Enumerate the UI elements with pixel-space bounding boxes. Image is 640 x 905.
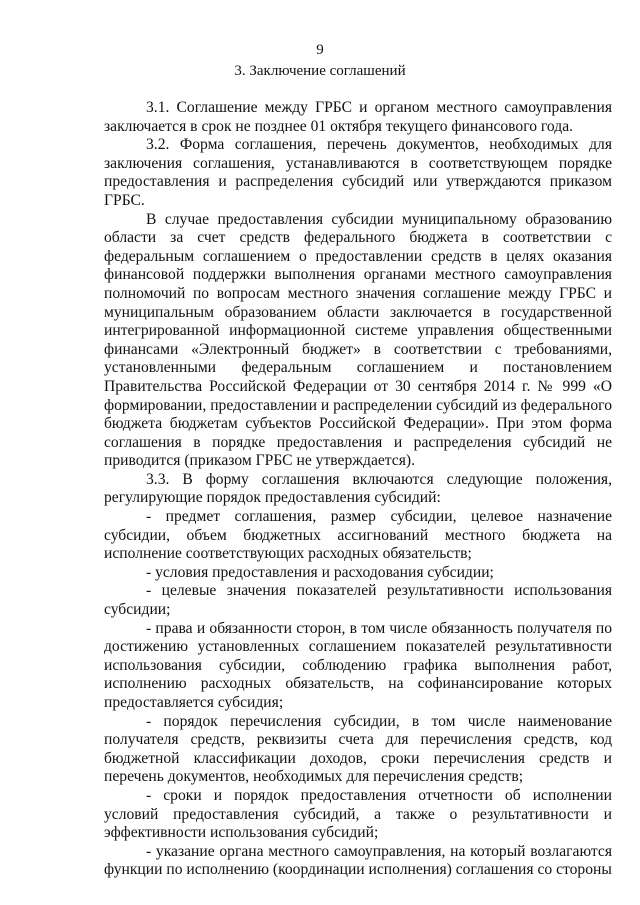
- paragraph-3-1: 3.1. Соглашение между ГРБС и органом местного самоуправления заключается в срок не позднее 01 октября текущего финансового года.: [104, 99, 612, 135]
- list-item-reporting: - сроки и порядок предоставления отчетности об исполнении условий предоставления субсидий, а также о результативности и эффективности использования субсидий;: [104, 786, 612, 842]
- page-number: 9: [316, 42, 324, 58]
- paragraph-3-2: 3.2. Форма соглашения, перечень документов, необходимых для заключения соглашения, устанавливаются в соответствующем порядке предоставления и распределения субсидий или утверждаются приказом ГРБС.: [104, 136, 612, 209]
- document-body: [104, 99, 612, 880]
- list-item-conditions: - условия предоставления и расходования субсидии;: [146, 563, 494, 581]
- section-title: 3. Заключение соглашений: [234, 63, 406, 79]
- list-item-target-values: - целевые значения показателей результативности использования субсидии;: [104, 582, 612, 619]
- list-item-rights-obligations: - права и обязанности сторон, в том числе обязанность получателя по достижению установленных соглашением показателей результативности использования субсидии, соблюдению графика выполнения работ, исполнению расходных обязательств, на софинансирование которых предоставляется субсидия;: [104, 619, 612, 711]
- paragraph-federal-subsidy: В случае предоставления субсидии муниципальному образованию области за счет средств федерального бюджета в соответствии с федеральным соглашением о предоставлении средств в целях оказания финансовой поддержки выполнения органами местного самоуправления полномочий по вопросам местного значения соглашение между ГРБС и муниципальным образованием области заключается в государственной интегрированной информационной системе управления общественными финансами «Электронный бюджет» в соответствии с требованиями, установленными федеральным соглашением и постановлением Правительства Российской Федерации от 30 сентября 2014 г. № 999 «О формировании, предоставлении и распределении субсидий из федерального бюджета бюджетам субъектов Российской Федерации». При этом форма соглашения в порядке предоставления и распределения субсидий не приводится (приказом ГРБС не утверждается).: [104, 210, 612, 470]
- list-item-transfer-procedure: - порядок перечисления субсидии, в том числе наименование получателя средств, реквизиты счета для перечисления средств, код бюджетной классификации доходов, сроки перечисления средств и перечень документов, необходимых для перечисления средств;: [104, 712, 612, 786]
- list-item-subject: - предмет соглашения, размер субсидии, целевое назначение субсидии, объем бюджетных ассигнований местного бюджета на исполнение соответствующих расходных обязательств;: [104, 508, 612, 563]
- paragraph-3-3: 3.3. В форму соглашения включаются следующие положения, регулирующие порядок предоставления субсидий:: [104, 470, 612, 507]
- list-item-responsible-body: - указание органа местного самоуправления, на который возлагаются функции по исполнению (координации исполнения) соглашения со стороны: [104, 842, 612, 879]
